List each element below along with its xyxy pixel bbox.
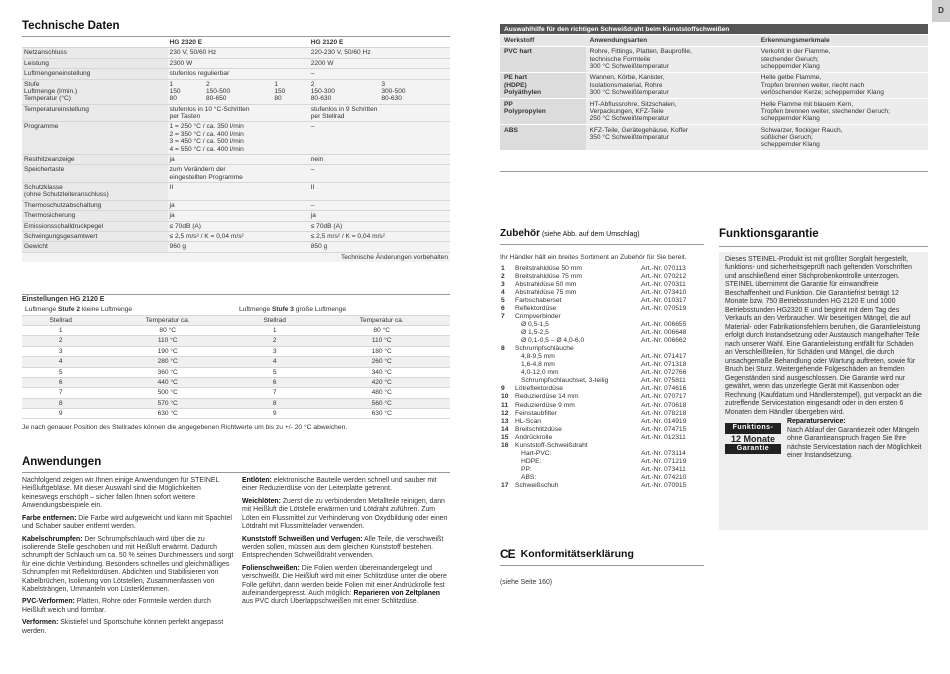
accessory-row: 6 Reflektordüse Art.-Nr. 070519 xyxy=(501,305,687,313)
garantie-text: Dieses STEINEL-Produkt ist mit größter Sorgfalt hergestellt, funktions- und sicherheitsgeprüft nach geltenden Vorschriften und anschließend einer Stichprobenkontrolle unterzogen. STEINEL übernimmt die Garantie für einwandfreie Beschaffenheit und Funktion. Die Garantiefrist beträgt 12 Monate bzw. 750 Betriebsstunden HG 2120 E und 1000 Betriebsstunden HG2320 E und beginnt mit dem Tag des Verkaufs an den Verbraucher. Wir beseitigen Mängel, die auf Material- oder Fabrikationsfehlern beruhen, die Garantieleistung erfolgt durch Instandsetzung oder Austausch mangelhafter Teile nach unserer Wahl. Eine Garantieleistung entfällt für Schäden an Verschleißteilen, für Schäden und Mängel, die durch unsachgemäße Behandlung oder Wartung auftreten, sowie für Bruch bei Sturz. Weitergehende Folgeschäden an fremden Gegenständen sind ausgeschlossen. Die Garantie wird nur gewährt, wenn das unzerlegte Gerät mit Kassenbon oder Rechnung (Kaufdatum und Händlerstempel), gut verpackt an die zutreffende Servicestation eingesandt oder in den ersten 6 Monaten dem Händler übergeben wird. xyxy=(725,256,922,416)
accessory-row: Ø 0,1-0,5 – Ø 4,0-6,0 Art.-Nr. 006662 xyxy=(521,337,687,345)
zubehoer xyxy=(500,228,704,490)
reparatur-text: Nach Ablauf der Garantiezeit oder Mängeln ohne Garantieanspruch fragen Sie Ihre nächste Servicestation nach der Möglichkeit einer Instandsetzung. xyxy=(787,426,922,460)
tech-row: Stufe Luftmenge (l/min.) Temperatur (°C) 1 150 80 2 150-500 80-650 1 150 80 2 150-300 80-630 3 300-500 80-630 xyxy=(22,79,450,104)
tech-row: Thermosicherung ja ja xyxy=(22,211,450,221)
accessory-row: 1 Breitstrahldüse 50 mm Art.-Nr. 070113 xyxy=(501,264,686,272)
accessory-row: 4 Abstrahldüse 75 mm Art.-Nr. 073410 xyxy=(501,289,687,297)
tech-row: Gewicht 960 g 850 g xyxy=(22,242,450,252)
weld-row: ABS KFZ-Teile, Gerätegehäuse, Koffer 350 °C Schweißtemperatur Schwarzer, flockiger Rauch, süßlicher Geruch; scheppernder Klang xyxy=(500,125,928,151)
weld-row: PVC hart Rohre, Fittings, Platten, Bauprofile, technische Formteile 300 °C Schweißtemperatur Verkohlt in der Flamme, stechender Geruch; scheppernder Klang xyxy=(500,46,928,72)
accessory-row: 4,0-12,0 mm Art.-Nr. 072766 xyxy=(521,369,687,377)
settings-row: 1 80 °C 1 80 °C xyxy=(22,326,450,336)
garantie-badge: Funktions- 12 Monate Garantie xyxy=(725,423,783,460)
accessory-row: 15 Andrückrolle Art.-Nr. 012311 xyxy=(501,433,686,441)
anwendung-item: Kunststoff Schweißen und Verfugen: Alle Teile, die verschweißt werden sollen, müssen aus dem gleichen Kunststoff bestehen. Entsprechenden Schweißdraht verwenden. xyxy=(242,535,444,560)
tech-row: Netzanschluss 230 V, 50/60 Hz 220-230 V, 50/60 Hz xyxy=(22,48,450,58)
anwendung-item: Verformen: Skistiefel und Sportschuhe können perfekt angepasst werden. xyxy=(22,619,224,635)
anwendungen-intro: Nachfolgend zeigen wir Ihnen einige Anwendungen für STEINEL Heißluftgebläse. Mit dieser Auswahl sind die Möglichkeiten keineswegs erschöpft – sicher fallen Ihnen sofort weitere Anwendungsbeispiele ein. xyxy=(22,477,220,510)
weld-head-2: Erkennungsmerkmale xyxy=(757,35,928,46)
accessory-row: HDPE: Art.-Nr. 071219 xyxy=(521,457,687,465)
tech-row: Resthitzeanzeige ja nein xyxy=(22,154,450,164)
accessory-row: 1,6-4,8 mm Art.-Nr. 071318 xyxy=(521,361,687,369)
accessory-row: 11 Reduzierdüse 9 mm Art.-Nr. 070618 xyxy=(501,401,687,409)
weld-table xyxy=(500,24,928,151)
tech-row: Speichertaste zum Verändern der eingestellten Programme – xyxy=(22,165,450,183)
anwendungen-title: Anwendungen xyxy=(22,456,102,468)
accessory-row: 8 Schrumpfschläuche xyxy=(501,345,574,353)
accessory-row: 12 Feinstaubfilter Art.-Nr. 078218 xyxy=(501,409,687,417)
accessory-row: Ø 1,5-2,5 Art.-Nr. 006648 xyxy=(521,329,687,337)
settings-row: 5 360 °C 5 340 °C xyxy=(22,367,450,377)
tech-head-1: HG 2320 E xyxy=(168,38,309,48)
garantie-box xyxy=(719,252,928,530)
garantie-title: Funktionsgarantie xyxy=(719,228,819,240)
tech-head-2: HG 2120 E xyxy=(309,38,450,48)
accessory-row: PP: Art.-Nr. 073411 xyxy=(521,465,686,473)
zubehoer-title-note: (siehe Abb. auf dem Umschlag) xyxy=(540,231,640,238)
accessory-row: 7 Crimpverbinder xyxy=(501,313,561,321)
konformitaet xyxy=(500,547,704,587)
weld-head-1: Anwendungsarten xyxy=(586,35,757,46)
accessory-row: 4,8-9,5 mm Art.-Nr. 071417 xyxy=(521,353,687,361)
weld-head-0: Werkstoff xyxy=(500,35,586,46)
accessory-row: 13 HL-Scan Art.-Nr. 014919 xyxy=(501,417,687,425)
settings-row: 9 630 °C 9 630 °C xyxy=(22,409,450,419)
tech-row: Schutzklasse (ohne Schutzleiteranschluss) II II xyxy=(22,183,450,201)
konformitaet-title: Konformitätserklärung xyxy=(520,547,634,560)
accessory-row: 3 Abstrahldüse 50 mm Art.-Nr. 070311 xyxy=(501,281,686,289)
tech-head-0 xyxy=(22,38,168,48)
settings-row: 3 190 °C 3 180 °C xyxy=(22,346,450,356)
page-tab: D xyxy=(932,0,950,22)
reparatur-title: Reparaturservice: xyxy=(787,418,846,426)
weld-title: Auswahlhilfe für den richtigen Schweißdraht beim Kunststoffschweißen xyxy=(500,24,928,35)
settings-row: 6 440 °C 6 420 °C xyxy=(22,377,450,387)
tech-row: Thermoschutzabschaltung ja – xyxy=(22,200,450,210)
tech-title: Technische Daten xyxy=(22,20,120,32)
accessory-row: 2 Breitstrahldüse 75 mm Art.-Nr. 070212 xyxy=(501,273,687,280)
anwendung-item: Farbe entfernen: Die Farbe wird aufgeweicht und kann mit Spachtel und Schaber sauber entfernt werden. xyxy=(22,514,232,531)
settings-row: 4 280 °C 4 260 °C xyxy=(22,357,450,367)
tech-row: Schwingungsgesamtwert ≤ 2,5 m/s² / K = 0,04 m/s² ≤ 2,5 m/s² / K = 0,04 m/s² xyxy=(22,231,450,241)
zubehoer-title: Zubehör xyxy=(500,228,540,239)
accessory-row: Hart-PVC: Art.-Nr. 073114 xyxy=(521,449,686,457)
accessory-row: Ø 0,5-1,5 Art.-Nr. 006655 xyxy=(521,321,687,329)
tech-row: Luftmengeneinstellung stufenlos regulierbar – xyxy=(22,69,450,79)
anwendungen-col1 xyxy=(22,477,234,640)
tech-row: Temperatureinstellung stufenlos in 10 °C-Schritten per Tasten stufenlos in 9 Schritten per Stellrad xyxy=(22,104,450,122)
settings-row: 7 500 °C 7 480 °C xyxy=(22,388,450,398)
settings-row: 2 110 °C 2 110 °C xyxy=(22,336,450,346)
anwendung-item: PVC-Verformen: Platten, Rohre oder Formteile werden durch Heißluft weich und formbar. xyxy=(22,598,211,614)
anwendung-item: Weichlöten: Zuerst die zu verbindenden Metallteile reinigen, dann mit Heißluft die Lötstelle erwärmen und Lötdraht zuführen. Zum Löten ein Flussmittel zur Verhinderung von Oxydbildung oder einen Lötdraht mit Flussmittelader verwenden. xyxy=(242,497,448,531)
accessory-row: 16 Kunststoff-Schweißdraht xyxy=(501,441,588,449)
tech-row: Leistung 2300 W 2200 W xyxy=(22,58,450,68)
tech-table xyxy=(22,38,450,262)
settings-title: Einstellungen HG 2120 E xyxy=(22,294,450,304)
settings-box: Einstellungen HG 2120 E Luftmenge Stufe 2 kleine Luftmenge Luftmenge Stufe 3 große Luftmenge Stellrad Temperatur ca. Stellrad Temperatur ca. 1 80 °C 1 80 °C 2 110 °C 2 110 °C 3 190 °C 3 180 °C 4 280 °C 4 260 °C 5 360 °C 5 340 °C 6 440 °C 6 420 °C 7 500 °C 7 480 °C 8 570 °C 8 560 °C 9 630 °C 9 630 °C Je nach genauer Position des Stellrades können die angegebenen Richtwerte um bis zu +/- 20 °C abweichen. xyxy=(22,294,450,432)
settings-note: Je nach genauer Position des Stellrades können die angegebenen Richtwerte um bis zu +/- 20 °C abweichen. xyxy=(22,424,348,432)
accessory-row: Schrumpfschlauchset, 3-teilig Art.-Nr. 075811 xyxy=(521,377,686,385)
settings-right-label: Luftmenge Stufe 3 große Luftmenge xyxy=(236,305,450,315)
settings-row: 8 570 °C 8 560 °C xyxy=(22,398,450,408)
anwendung-item: Folienschweißen: Die Folien werden übereinandergelegt und verschweißt. Die Heißluft wird mit einer Schlitzdüse unter die obere Folle geführt, dann werden beide Folien mit einer Andrückrolle fest aufeinandergepresst. Auch möglich: Reparieren von Zeltplanen aus PVC durch Überlappschweißen mit einer Schlitzdüse. xyxy=(242,564,447,606)
zubehoer-intro: Ihr Händler hält ein breites Sortiment an Zubehör für Sie bereit. xyxy=(500,244,704,262)
settings-left-label: Luftmenge Stufe 2 kleine Luftmenge xyxy=(22,305,236,315)
accessory-row: ABS: Art.-Nr. 074210 xyxy=(521,473,687,481)
accessory-row: 5 Farbschaberset Art.-Nr. 010317 xyxy=(501,297,687,305)
tech-footnote: Technische Änderungen vorbehalten xyxy=(22,253,450,263)
anwendung-item: Kabelschrumpfen: Der Schrumpfschlauch wird über die zu isolierende Stelle geschoben und mit Heißluft erwärmt. Dadurch schrumpft der Schlauch um ca. 50 % seines Durchmessers und sorgt für eine dichte Verbindung. Besonders schnelles und gleichmäßiges Schrumpfen mit Reflektordüsen. Abdichten und Stabilisieren von Kabelbrüchen, Isolierung von Lötstellen, Zusammenfassen von Kabelsträngen, Ummanteln von Lüsterklemmen. xyxy=(22,535,234,594)
accessory-row: 14 Breitschlitzdüse Art.-Nr. 074715 xyxy=(501,425,687,433)
accessory-row: 17 Schweißschuh Art.-Nr. 070915 xyxy=(501,481,687,489)
weld-row: PE hart (HDPE) Polyäthylen Wannen, Körbe, Kanister, Isolationsmaterial, Rohre 300 °C Schweißtemperatur Helle gelbe Flamme, Tropfen brennen weiter, riecht nach verlöschender Kerze; scheppernder Klang xyxy=(500,72,928,98)
anwendung-item: Entlöten: elektronische Bauteile werden schnell und sauber mit einer Reduzierdüse von der Leiterplatte getrennt. xyxy=(242,477,437,493)
ce-mark-icon: CE xyxy=(500,547,515,561)
weld-row: PP Polypropylen HT-Abflussrohre, Sitzschalen, Verpackungen, KFZ-Teile 250 °C Schweißtemperatur Helle Flamme mit blauem Kern, Tropfen brennen weiter, stechender Geruch; scheppernder Klang xyxy=(500,99,928,125)
anwendungen-col2 xyxy=(242,477,450,611)
konformitaet-note: (siehe Seite 160) xyxy=(500,565,704,587)
accessory-row: 10 Reduzierdüse 14 mm Art.-Nr. 070717 xyxy=(501,393,687,401)
tech-row: Programme 1 = 250 °C / ca. 350 l/min 2 = 350 °C / ca. 400 l/min 3 = 450 °C / ca. 500 l/min 4 = 550 °C / ca. 400 l/min – xyxy=(22,122,450,155)
accessory-row: 9 Lötreflektordüse Art.-Nr. 074616 xyxy=(501,385,687,393)
tech-row: Emissionsschalldruckpegel ≤ 70dB (A) ≤ 70dB (A) xyxy=(22,221,450,231)
